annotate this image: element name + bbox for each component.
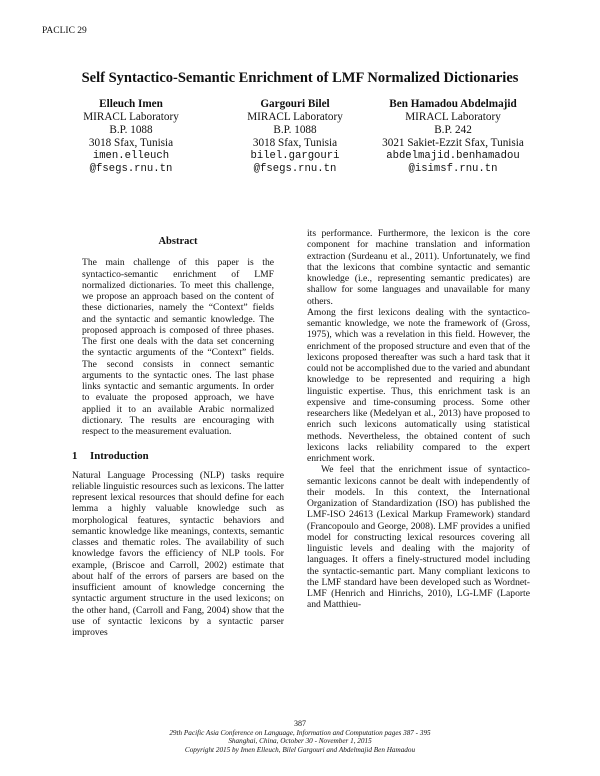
abstract-heading: Abstract (158, 236, 198, 247)
author-block-1 (46, 98, 216, 176)
author-bp: B.P. 1088 (273, 124, 317, 136)
intro-paragraph-1: Natural Language Processing (NLP) tasks require reliable linguistic resources such as lexicons. The latter represent lexical resources that should define for each lemma a highly valuable knowledge such as morphological features, syntactic behaviors and semantic knowledge like meanings, contexts, semantic classes and thematic roles. The availability of such knowledge favors the efficiency of NLP tools. For example, (Briscoe and Carroll, 2002) estimate that about half of the errors of parsers are based on the insufficient amount of knowledge concerning the syntactic argument structure in the used lexicons; on the other hand, (Carroll and Fang, 2004) show that the use of syntactic lexicons by a syntactic parser improves (72, 469, 284, 638)
author-email-domain: @fsegs.rnu.tn (89, 163, 173, 175)
author-name: Elleuch Imen (99, 98, 163, 110)
author-block-2 (210, 98, 380, 176)
author-bp: B.P. 1088 (109, 124, 153, 136)
author-email-domain: @fsegs.rnu.tn (253, 163, 337, 175)
footer-conference: 29th Pacific Asia Conference on Language, Information and Computation pages 387 - 395 (169, 728, 431, 737)
section-title: Introduction (90, 450, 149, 463)
author-city: 3018 Sfax, Tunisia (252, 137, 338, 149)
intro-paragraph-2: Among the first lexicons dealing with the syntactico-semantic knowledge, we note the framework of (Gross, 1975), which was a revelation in this field. However, the enrichment of the proposed structure and even that of the lexicons proposed thereafter was such a hard task that it could not be accomplished due to the varied and abundant knowledge to be represented and requiring a high linguistic expertise. Thus, this enrichment task is an expensive and time-consuming process. Some other researchers like (Medelyan et al., 2013) have proposed to enrich such lexicons automatically using statistical methods. Nevertheless, the obtained content of such lexicons lacks reliability compared to the expert enrichment work. (307, 306, 530, 464)
author-lab: MIRACL Laboratory (83, 111, 179, 123)
author-city: 3018 Sfax, Tunisia (88, 137, 174, 149)
author-city: 3021 Sakiet-Ezzit Sfax, Tunisia (382, 137, 524, 149)
paper-title: Self Syntactico-Semantic Enrichment of LMF Normalized Dictionaries (81, 70, 519, 86)
author-bp: B.P. 242 (434, 124, 472, 136)
section-number: 1 (72, 450, 78, 463)
abstract-text: The main challenge of this paper is the syntactico-semantic enrichment of LMF normalized dictionaries. To meet this challenge, we propose an approach based on the content of these dictionaries, namely the “Context” fields and the syntactic and semantic knowledge. The proposed approach is composed of three phases. The first one deals with the data set concerning the syntactic arguments of the “Context” fields. The second consists in connect semantic arguments to the syntactic ones. The last phase links syntactic and semantic arguments. In order to evaluate the proposed approach, we have applied it to an available Arabic normalized dictionary. The results are encouraging with respect to the measurement evaluation. (82, 257, 274, 437)
page-footer (0, 720, 600, 755)
author-block-3 (368, 98, 538, 176)
author-lab: MIRACL Laboratory (405, 111, 501, 123)
author-name: Gargouri Bilel (260, 98, 330, 110)
footer-location: Shanghai, China, October 30 - November 1, 2015 (228, 737, 372, 746)
author-email-domain: @isimsf.rnu.tn (408, 163, 498, 175)
author-email-user: abdelmajid.benhamadou (386, 150, 520, 162)
author-name: Ben Hamadou Abdelmajid (389, 98, 517, 110)
author-email-user: bilel.gargouri (250, 150, 340, 162)
intro-paragraph-1-continued: its performance. Furthermore, the lexicon is the core component for machine translation and information extraction (Surdeanu et al., 2011). Unfortunately, we find that the lexicons that combine syntactic and semantic knowledge (i.e., representing semantic predicates) are shallow for some languages and unavailable for many others. (307, 228, 530, 307)
running-header: PACLIC 29 (42, 26, 87, 36)
author-lab: MIRACL Laboratory (247, 111, 343, 123)
right-column (307, 228, 530, 611)
author-email-user: imen.elleuch (92, 150, 170, 162)
footer-copyright: Copyright 2015 by Imen Elleuch, Bilel Gargouri and Abdelmajid Ben Hamadou (184, 746, 416, 755)
left-column (72, 236, 284, 638)
page-number: 387 (294, 719, 306, 728)
section-heading-introduction (72, 451, 284, 462)
intro-paragraph-3: We feel that the enrichment issue of syntactico-semantic lexicons cannot be dealt with independently of their models. In this context, the International Organization of Standardization (ISO) has published the LMF-ISO 24613 (Lexical Markup Framework) standard (Francopoulo and George, 2008). LMF provides a unified model for constructing lexical resources covering all linguistic levels and dealing with the majority of languages. It offers a finely-structured model including the syntactic-semantic part. Many compliant lexicons to the LMF standard have been developed such as Wordnet-LMF (Henrich and Hinrichs, 2010), LG-LMF (Laporte and Matthieu- (307, 464, 530, 611)
